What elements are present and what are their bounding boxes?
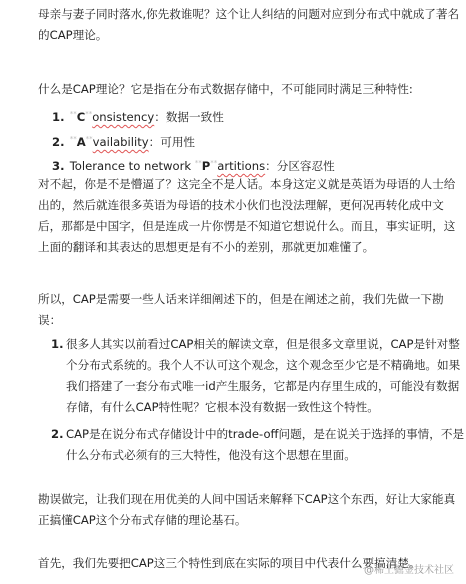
errata-item-1: 1. 很多人其实以前看过CAP相关的解读文章，但是很多文章里说，CAP是针对整 个分布式系统的。我个人不认可这个观念，这个观念至少它是不精确地。如果 我们搭建了一套分布式唯一id产生服务，它都是内存里生成的，可能没有数据 存储，有什么CAP特性呢？它根本没有数据一致性这个特性。 — [52, 334, 442, 418]
cap-item-availability: 2. **A**vailability：可用性 — [52, 134, 196, 149]
text-line: 后，那都是中国字，但是连成一片你愣是不知道它想说什么。而且，事实证明，这 — [38, 219, 456, 233]
text-line: 误： — [38, 313, 62, 327]
cap-item-partition: 3. Tolerance to network **P**artitions：分区容忍性 — [52, 158, 335, 173]
text-line: 存储，有什么CAP特性呢？它根本没有数据一致性这个特性。 — [66, 400, 379, 414]
text-line: 母亲与妻子同时落水,你先救谁呢？这个让人纠结的问题对应到分布式中就成了著名 — [38, 7, 460, 21]
watermark: @稀土掘金技术社区 — [364, 565, 454, 576]
intro-paragraph — [38, 4, 460, 46]
text-line: CAP是在说分布式存储设计中的trade-off问题，是在说关于选择的事情，不是 — [66, 427, 465, 441]
errata-item-2: 2. CAP是在说分布式存储设计中的trade-off问题，是在说关于选择的事情，不是 什么分布式必须有的三大特性，他没有这个思想在里面。 — [52, 424, 442, 466]
text-line: 什么分布式必须有的三大特性，他没有这个思想在里面。 — [66, 448, 356, 462]
text-line: 的CAP理论。 — [38, 28, 108, 42]
sorry-paragraph — [38, 174, 456, 258]
text-line: 所以，CAP是需要一些人话来详细阐述下的，但是在阐述之前，我们先做一下勘 — [38, 292, 444, 306]
text-line: 正搞懂CAP这个分布式存储的理论基石。 — [38, 513, 247, 527]
text-line: 上面的翻译和其表达的思想更是有不小的差别，那就更加难懂了。 — [38, 240, 375, 254]
text-line: 出的，然后就连很多英语为母语的技术小伙们也没法理解，更何况再转化成中文 — [38, 198, 444, 212]
text-line: 我们搭建了一套分布式唯一id产生服务，它都是内存里生成的，可能没有数据 — [66, 379, 460, 393]
so-paragraph — [38, 289, 442, 331]
after-paragraph — [38, 489, 456, 531]
cap-item-consistency: 1. **C**onsistency：数据一致性 — [52, 109, 224, 124]
text-line: 对不起，你是不是懵逼了？这完全不是人话。本身这定义就是英语为母语的人士给 — [38, 177, 456, 191]
last-paragraph: 首先，我们先要把CAP这三个特性到底在实际的项目中代表什么要搞清楚。 — [38, 556, 421, 570]
text-line: 勘误做完，让我们现在用优美的人间中国话来解释下CAP这个东西，好让大家能真 — [38, 492, 456, 506]
cap-question: 什么是CAP理论？它是指在分布式数据存储中，不可能同时满足三种特性: — [38, 82, 413, 96]
text-line: 很多人其实以前看过CAP相关的解读文章，但是很多文章里说，CAP是针对整 — [66, 337, 460, 351]
text-line: 个分布式系统的。我个人不认可这个观念，这个观念至少它是不精确地。如果 — [66, 358, 461, 372]
